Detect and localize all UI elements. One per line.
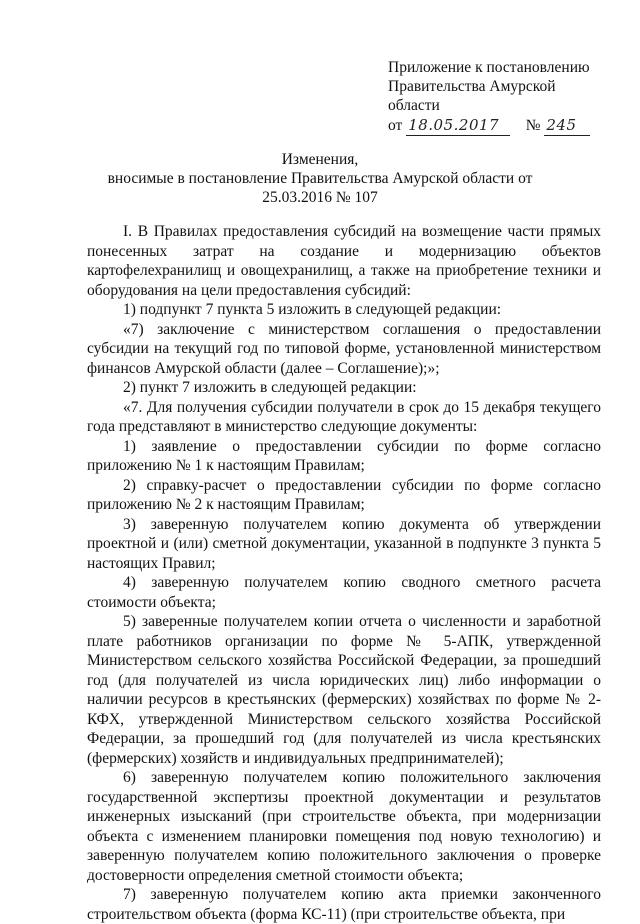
paragraph-1: I. В Правилах предоставления субсидий на возмещение части прямых понесенных затрат на создание и модернизацию объектов картофелехранилищ и овощехранилищ, а также на приобретение техники и оборудования на цели предоставления субсидий: xyxy=(87,223,601,299)
appendix-header xyxy=(388,58,628,136)
handwritten-number: 245 xyxy=(544,116,590,136)
title-line-1: Изменения, xyxy=(281,151,359,168)
paragraph-7: 2) справку-расчет о предоставлении субсидии по форме согласно приложению № 2 к настоящим Правилам; xyxy=(87,476,601,513)
number-prefix: № xyxy=(525,117,541,134)
paragraph-3: «7) заключение с министерством соглашения о предоставлении субсидии на текущий год по типовой форме, установленной министерством финансов Амурской области (далее – Соглашение);»; xyxy=(87,320,601,377)
paragraph-12: 7) заверенную получателем копию акта приемки законченного строительством объекта (форма КС-11) (при строительстве объекта, при xyxy=(87,886,601,923)
document-body xyxy=(87,222,601,924)
paragraph-11: 6) заверенную получателем копию положительного заключения государственной экспертизы проектной документации и результатов инженерных изысканий (при строительстве объекта, при модернизации объекта с изменением планировки помещения под новую технологию) и заверенную получателем копию положительного заключения о проверке достоверности определения сметной стоимости объекта; xyxy=(87,769,601,884)
appendix-line-2: Правительства Амурской xyxy=(388,78,556,95)
paragraph-4: 2) пункт 7 изложить в следующей редакции: xyxy=(123,379,417,396)
title-line-3: 25.03.2016 № 107 xyxy=(262,189,378,206)
date-prefix: от xyxy=(388,117,403,134)
handwritten-date: 18.05.2017 xyxy=(406,116,510,136)
appendix-line-1: Приложение к постановлению xyxy=(388,59,590,76)
date-number-row xyxy=(388,116,628,136)
paragraph-9: 4) заверенную получателем копию сводного сметного расчета стоимости объекта; xyxy=(87,574,601,611)
paragraph-6: 1) заявление о предоставлении субсидии по форме согласно приложению № 1 к настоящим Правилам; xyxy=(87,437,601,474)
paragraph-2: 1) подпункт 7 пункта 5 изложить в следующей редакции: xyxy=(123,301,502,318)
appendix-line-3: области xyxy=(388,97,440,114)
paragraph-8: 3) заверенную получателем копию документа об утверждении проектной и (или) сметной документации, указанной в подпункте 3 пункта 5 настоящих Правил; xyxy=(87,515,601,572)
paragraph-10: 5) заверенные получателем копии отчета о численности и заработной плате работников организации по форме № 5-АПК, утвержденной Министерством сельского хозяйства Российской Федерации, за прошедший год (для получателей из числа юридических лиц) либо информации о наличии ресурсов в крестьянских (фермерских) хозяйствах по форме № 2-КФХ, утвержденной Министерством сельского хозяйства Российской Федерации, за прошедший год (для получателей из числа крестьянских (фермерских) хозяйств и индивидуальных предпринимателей); xyxy=(87,613,601,767)
title-line-2: вносимые в постановление Правительства Амурской области от xyxy=(107,170,533,187)
paragraph-5: «7. Для получения субсидии получатели в срок до 15 декабря текущего года представляют в министерство следующие документы: xyxy=(87,398,601,435)
document-title xyxy=(0,150,640,207)
